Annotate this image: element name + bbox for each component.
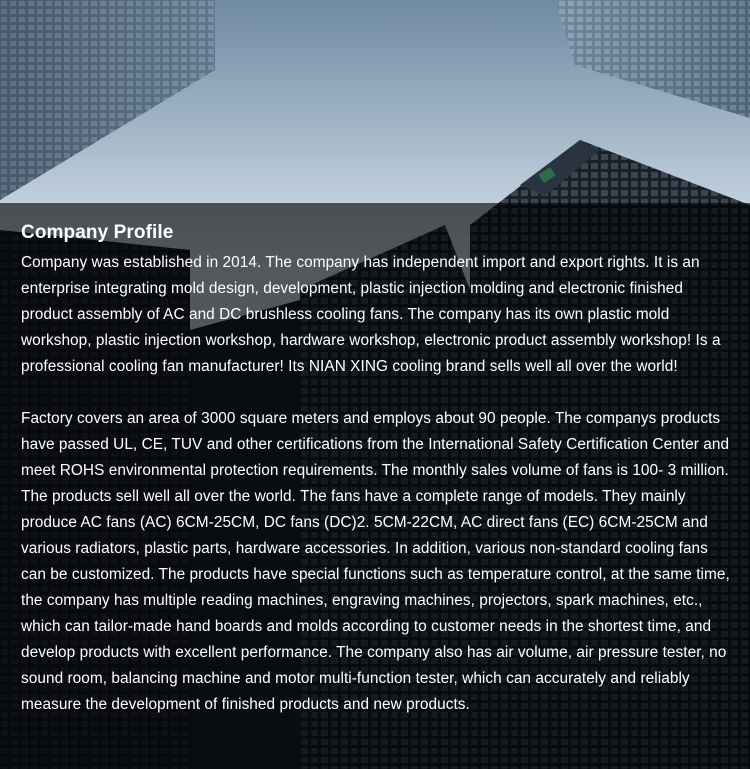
company-profile-section	[21, 220, 733, 718]
profile-paragraph-intro: Company was established in 2014. The company has independent import and export rights. It is an enterprise integrating mold design, development, plastic injection molding and electronic finished product assembly of AC and DC brushless cooling fans. The company has its own plastic mold workshop, plastic injection workshop, hardware workshop, electronic product assembly workshop! Is a professional cooling fan manufacturer! Its NIAN XING cooling brand sells well all over the world!	[21, 254, 721, 375]
profile-paragraph-factory: Factory covers an area of 3000 square meters and employs about 90 people. The companys products have passed UL, CE, TUV and other certifications from the International Safety Certification Center and meet ROHS environmental protection requirements. The monthly sales volume of fans is 100- 3 million. The products sell well all over the world. The fans have a complete range of models. They mainly produce AC fans (AC) 6CM-25CM, DC fans (DC)2. 5CM-22CM, AC direct fans (EC) 6CM-25CM and various radiators, plastic parts, hardware accessories. In addition, various non-standard cooling fans can be customized. The products have special functions such as temperature control, at the same time, the company has multiple reading machines, engraving machines, projectors, spark machines, etc., which can tailor-made hand boards and molds according to customer needs in the shortest time, and develop products with excellent performance. The company also has air volume, air pressure tester, no sound room, balancing machine and motor multi-function tester, which can accurately and reliably measure the development of finished products and new products.	[21, 410, 730, 713]
paragraph-spacer	[21, 380, 733, 406]
section-title: Company Profile	[21, 222, 174, 243]
